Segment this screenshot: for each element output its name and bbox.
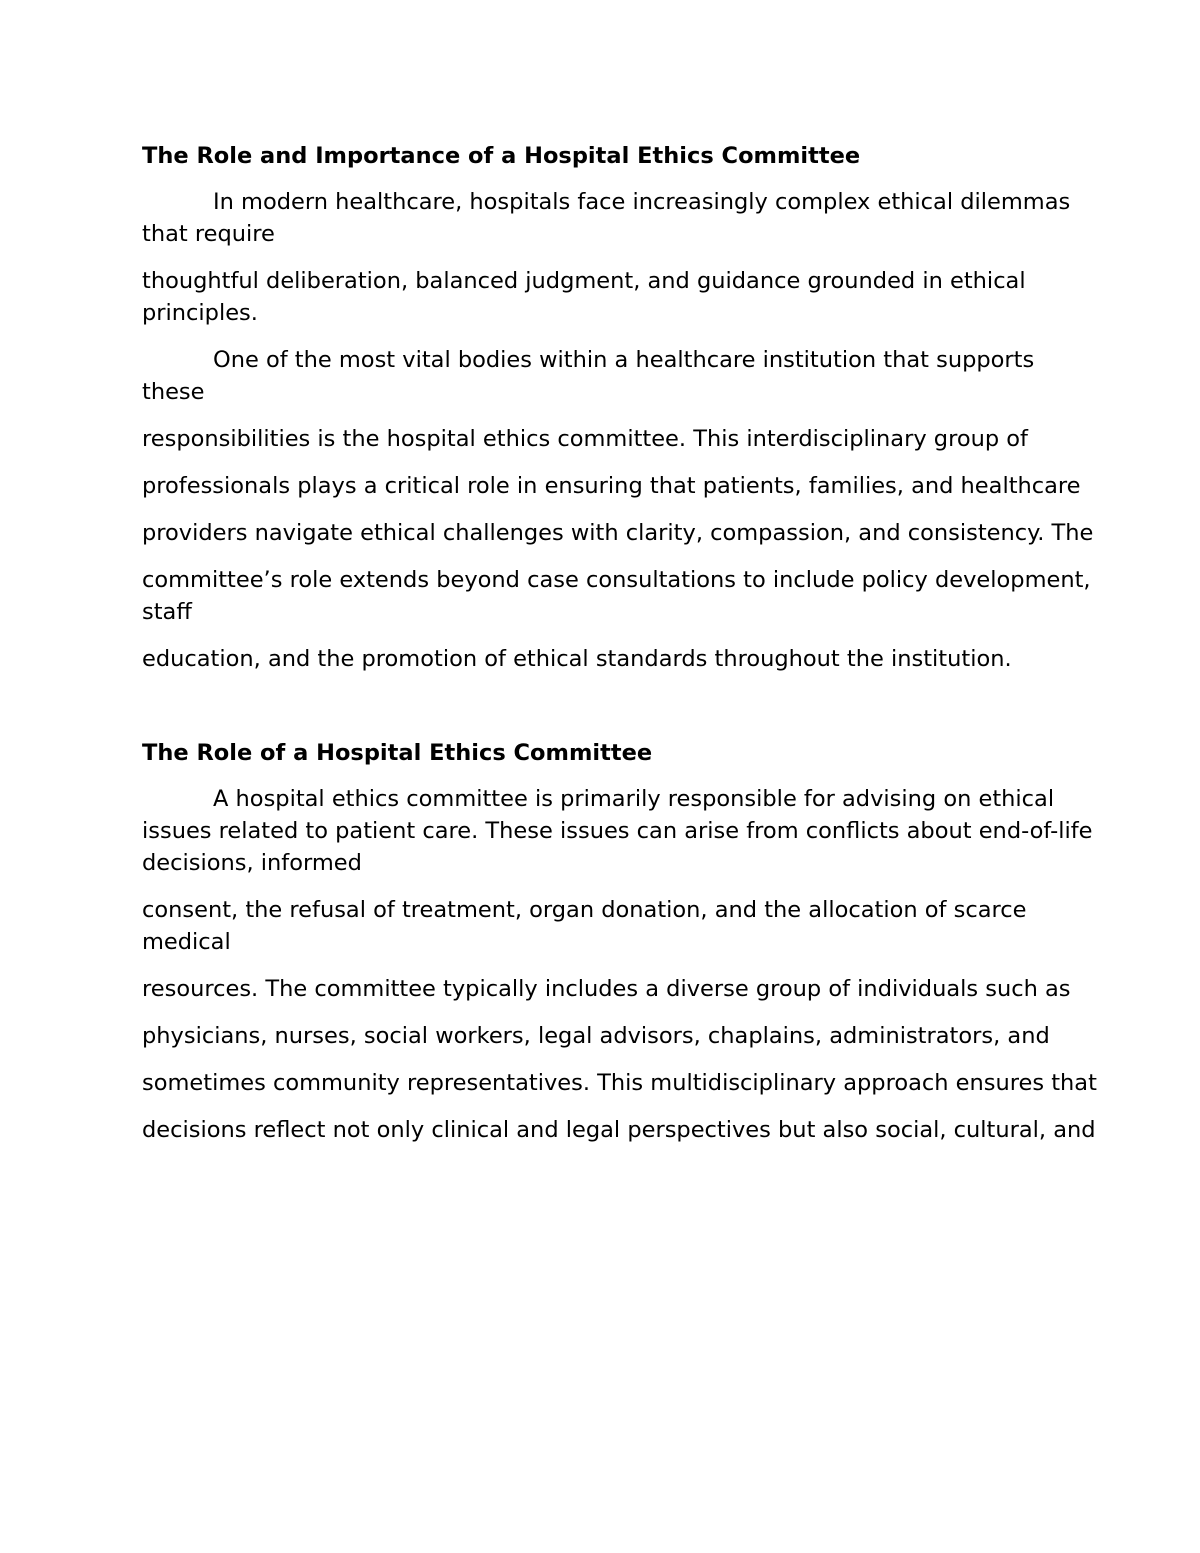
- paragraph: professionals plays a critical role in ensuring that patients, families, and healthcare: [142, 473, 1081, 499]
- document-page: [142, 140, 1102, 1161]
- section-spacer: [142, 690, 1102, 737]
- paragraph: education, and the promotion of ethical standards throughout the institution.: [142, 646, 1012, 672]
- paragraph: physicians, nurses, social workers, legal advisors, chaplains, administrators, and: [142, 1023, 1050, 1049]
- paragraph: providers navigate ethical challenges with clarity, compassion, and consistency. The: [142, 520, 1094, 546]
- paragraph: thoughtful deliberation, balanced judgment, and guidance grounded in ethical principles.: [142, 268, 1026, 326]
- paragraph: decisions reflect not only clinical and legal perspectives but also social, cultural, and: [142, 1117, 1096, 1143]
- paragraph: sometimes community representatives. This multidisciplinary approach ensures that: [142, 1070, 1097, 1096]
- paragraph: committee’s role extends beyond case consultations to include policy development, staff: [142, 567, 1091, 625]
- paragraph: A hospital ethics committee is primarily responsible for advising on ethical issues related to patient care. These issues can arise from conflicts about end-of-life decisions, informed: [142, 786, 1093, 876]
- paragraph: One of the most vital bodies within a healthcare institution that supports these: [142, 347, 1035, 405]
- paragraph: resources. The committee typically includes a diverse group of individuals such as: [142, 976, 1071, 1002]
- paragraph: consent, the refusal of treatment, organ donation, and the allocation of scarce medical: [142, 897, 1027, 955]
- section-heading: The Role and Importance of a Hospital Ethics Committee: [142, 143, 861, 169]
- paragraph: In modern healthcare, hospitals face increasingly complex ethical dilemmas that require: [142, 189, 1071, 247]
- paragraph: responsibilities is the hospital ethics committee. This interdisciplinary group of: [142, 426, 1028, 452]
- section-heading: The Role of a Hospital Ethics Committee: [142, 740, 653, 766]
